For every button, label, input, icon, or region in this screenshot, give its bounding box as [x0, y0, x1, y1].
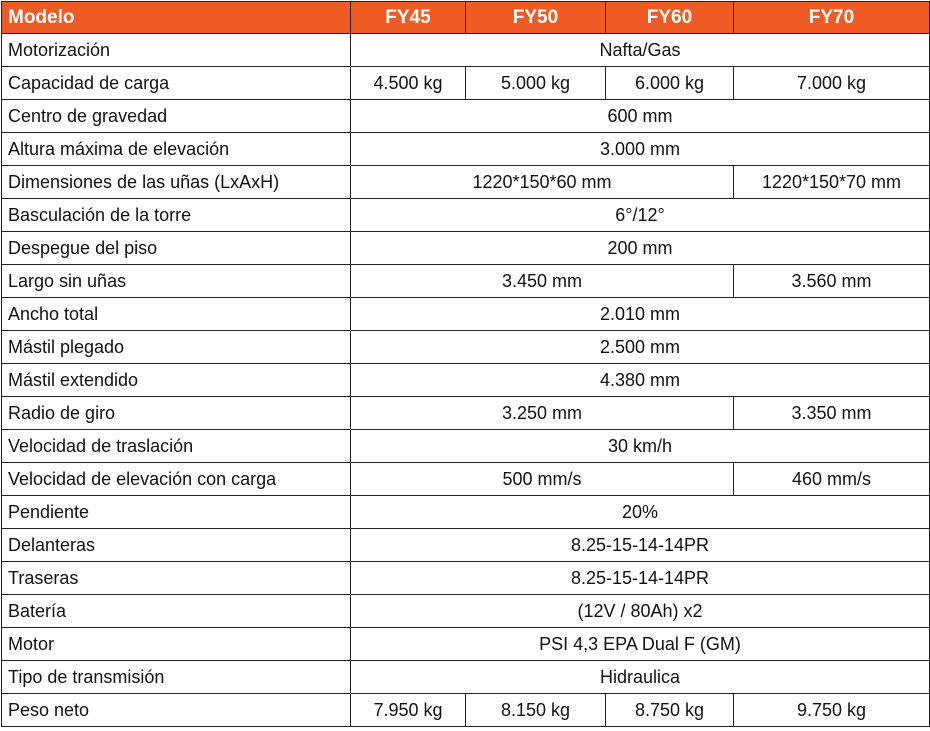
row-label: Basculación de la torre — [2, 199, 351, 232]
table-row — [2, 661, 930, 694]
row-label: Delanteras — [2, 529, 351, 562]
row-value: 3.560 mm — [734, 265, 930, 298]
table-header — [2, 2, 930, 34]
row-value: 8.25-15-14-14PR — [351, 562, 930, 595]
row-value: 1220*150*60 mm — [351, 166, 734, 199]
row-label: Velocidad de traslación — [2, 430, 351, 463]
table-row — [2, 463, 930, 496]
row-value: Nafta/Gas — [351, 34, 930, 67]
table-row — [2, 133, 930, 166]
spec-table — [1, 1, 930, 727]
row-value: 460 mm/s — [734, 463, 930, 496]
table-row — [2, 562, 930, 595]
row-value: 8.25-15-14-14PR — [351, 529, 930, 562]
row-value: 8.750 kg — [606, 694, 734, 727]
row-value: 3.250 mm — [351, 397, 734, 430]
row-label: Mástil extendido — [2, 364, 351, 397]
row-label: Pendiente — [2, 496, 351, 529]
row-label: Largo sin uñas — [2, 265, 351, 298]
row-label: Velocidad de elevación con carga — [2, 463, 351, 496]
table-row — [2, 364, 930, 397]
row-value: 2.500 mm — [351, 331, 930, 364]
table-row — [2, 67, 930, 100]
row-value: (12V / 80Ah) x2 — [351, 595, 930, 628]
table-row — [2, 397, 930, 430]
table-row — [2, 430, 930, 463]
table-row — [2, 298, 930, 331]
row-value: 600 mm — [351, 100, 930, 133]
header-fy70: FY70 — [734, 2, 930, 34]
table-body — [2, 34, 930, 727]
row-value: 500 mm/s — [351, 463, 734, 496]
row-value: 2.010 mm — [351, 298, 930, 331]
row-label: Motorización — [2, 34, 351, 67]
row-label: Mástil plegado — [2, 331, 351, 364]
table-row — [2, 166, 930, 199]
row-value: PSI 4,3 EPA Dual F (GM) — [351, 628, 930, 661]
row-label: Peso neto — [2, 694, 351, 727]
table-row — [2, 265, 930, 298]
row-value: 6.000 kg — [606, 67, 734, 100]
table-row — [2, 199, 930, 232]
row-value: 1220*150*70 mm — [734, 166, 930, 199]
row-value: 30 km/h — [351, 430, 930, 463]
row-label: Traseras — [2, 562, 351, 595]
row-value: 7.000 kg — [734, 67, 930, 100]
row-value: 6°/12° — [351, 199, 930, 232]
header-fy50: FY50 — [466, 2, 606, 34]
table-row — [2, 529, 930, 562]
header-row — [2, 2, 930, 34]
row-value: 3.000 mm — [351, 133, 930, 166]
row-label: Radio de giro — [2, 397, 351, 430]
row-label: Batería — [2, 595, 351, 628]
row-value: 7.950 kg — [351, 694, 466, 727]
row-value: 5.000 kg — [466, 67, 606, 100]
header-model: Modelo — [2, 2, 351, 34]
row-value: Hidraulica — [351, 661, 930, 694]
row-value: 3.450 mm — [351, 265, 734, 298]
row-value: 4.380 mm — [351, 364, 930, 397]
row-label: Motor — [2, 628, 351, 661]
row-label: Altura máxima de elevación — [2, 133, 351, 166]
table-row — [2, 595, 930, 628]
row-label: Dimensiones de las uñas (LxAxH) — [2, 166, 351, 199]
table-row — [2, 100, 930, 133]
table-row — [2, 232, 930, 265]
table-row — [2, 628, 930, 661]
row-value: 8.150 kg — [466, 694, 606, 727]
row-value: 3.350 mm — [734, 397, 930, 430]
row-value: 200 mm — [351, 232, 930, 265]
table-row — [2, 34, 930, 67]
row-value: 20% — [351, 496, 930, 529]
table-row — [2, 496, 930, 529]
row-label: Despegue del piso — [2, 232, 351, 265]
row-label: Ancho total — [2, 298, 351, 331]
header-fy60: FY60 — [606, 2, 734, 34]
row-value: 4.500 kg — [351, 67, 466, 100]
table-row — [2, 694, 930, 727]
header-fy45: FY45 — [351, 2, 466, 34]
table-row — [2, 331, 930, 364]
row-label: Tipo de transmisión — [2, 661, 351, 694]
row-value: 9.750 kg — [734, 694, 930, 727]
row-label: Centro de gravedad — [2, 100, 351, 133]
row-label: Capacidad de carga — [2, 67, 351, 100]
